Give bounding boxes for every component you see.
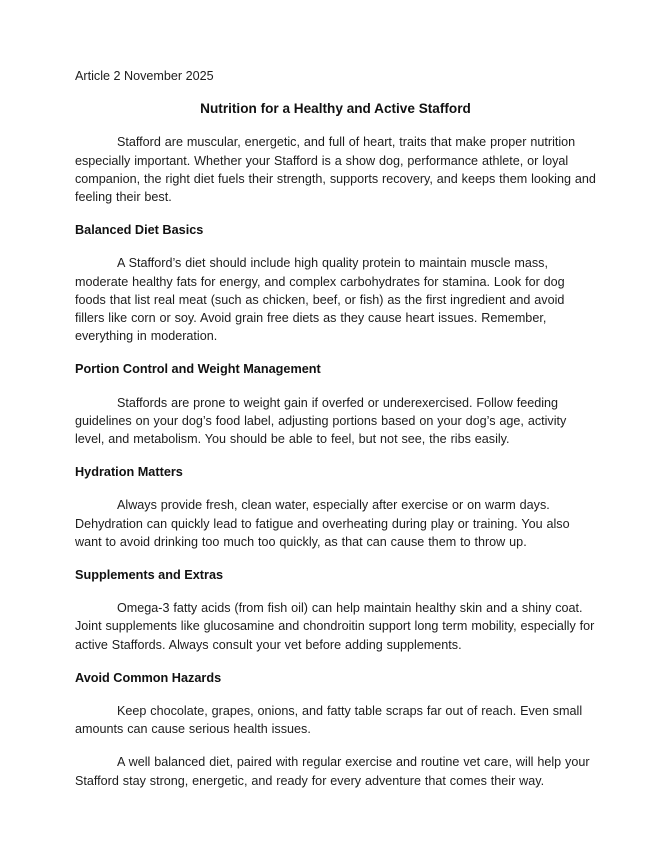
section-paragraph-supplements-extras: Omega-3 fatty acids (from fish oil) can help maintain healthy skin and a shiny coat. Joint supplements like glucosamine and chondroitin support long term mobility, especially for active Staffords. Always consult your vet before adding supplements. xyxy=(75,601,595,652)
section-heading-supplements-extras: Supplements and Extras xyxy=(75,568,224,583)
section-paragraph-hydration-matters: Always provide fresh, clean water, especially after exercise or on warm days. Dehydration can quickly lead to fatigue and overheating during play or training. You also want to avoid drinking too much too quickly, as that can cause them to throw up. xyxy=(75,498,570,549)
article-title: Nutrition for a Healthy and Active Stafford xyxy=(200,101,471,117)
section-heading-portion-control: Portion Control and Weight Management xyxy=(75,362,321,377)
article-dateline: Article 2 November 2025 xyxy=(75,69,214,83)
section-heading-hydration-matters: Hydration Matters xyxy=(75,465,183,480)
section-paragraph-avoid-common-hazards: Keep chocolate, grapes, onions, and fatty table scraps far out of reach. Even small amounts can cause serious health issues. xyxy=(75,704,583,737)
section-heading-balanced-diet-basics: Balanced Diet Basics xyxy=(75,223,204,238)
closing-paragraph: A well balanced diet, paired with regular exercise and routine vet care, will help your Stafford stay strong, energetic, and ready for every adventure that comes their way. xyxy=(75,755,590,788)
section-paragraph-balanced-diet-basics: A Stafford’s diet should include high quality protein to maintain muscle mass, moderate healthy fats for energy, and complex carbohydrates for stamina. Look for dog foods that list real meat (such as chicken, beef, or fish) as the first ingredient and avoid fillers like corn or soy. Avoid grain free diets as they cause heart issues. Remember, everything in moderation. xyxy=(75,256,565,344)
section-heading-avoid-common-hazards: Avoid Common Hazards xyxy=(75,670,222,685)
intro-paragraph: Stafford are muscular, energetic, and full of heart, traits that make proper nutrition especially important. Whether your Stafford is a show dog, performance athlete, or loyal companion, the right diet fuels their strength, supports recovery, and keeps them looking and feeling their best. xyxy=(75,135,596,205)
section-paragraph-portion-control: Staffords are prone to weight gain if overfed or underexercised. Follow feeding guidelines on your dog’s food label, adjusting portions based on your dog’s age, activity level, and metabolism. You should be able to feel, but not see, the ribs easily. xyxy=(75,395,567,447)
